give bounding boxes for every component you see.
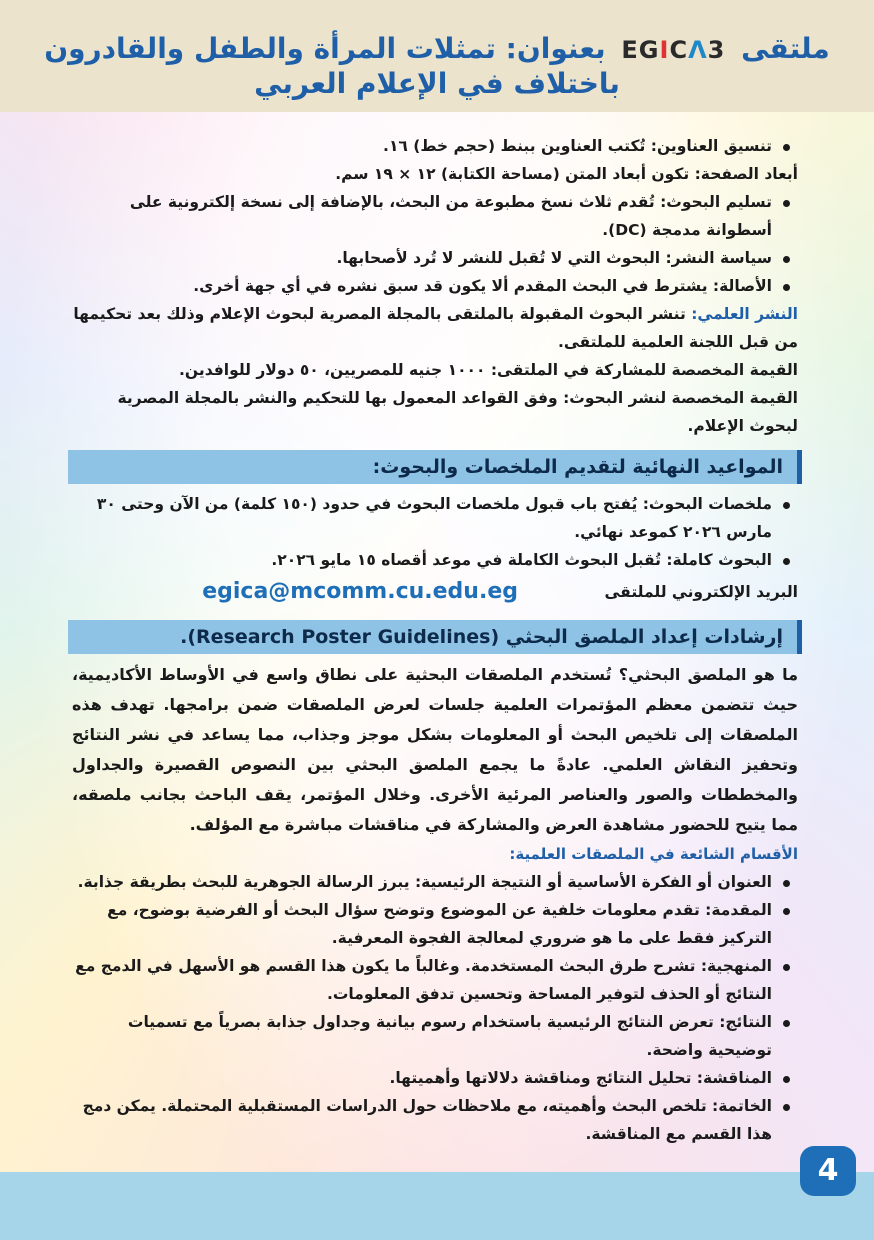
list-item: تسليم البحوث: تُقدم ثلاث نسخ مطبوعة من البحث، بالإضافة إلى نسخة إلكترونية على أسطوانة مدمجة (DC).	[72, 188, 798, 244]
list-item: النتائج: تعرض النتائج الرئيسية باستخدام رسوم بيانية وجداول جذابة بصرياً مع تسميات توضيحية واضحة.	[72, 1008, 798, 1064]
list-item: المناقشة: تحليل النتائج ومناقشة دلالاتها وأهميتها.	[72, 1064, 798, 1092]
list-item: الخاتمة: تلخص البحث وأهميته، مع ملاحظات حول الدراسات المستقبلية المحتملة. يمكن دمج هذا القسم مع المناقشة.	[72, 1092, 798, 1148]
page-footer	[0, 1153, 874, 1240]
sections-heading: الأقسام الشائعة في الملصقات العلمية:	[509, 845, 798, 863]
list-item: المقدمة: تقدم معلومات خلفية عن الموضوع وتوضح سؤال البحث أو الفرضية بوضوح، مع التركيز فقط على ما هو ضروري لمعالجة الفجوة المعرفية.	[72, 896, 798, 952]
page-header	[0, 0, 874, 112]
participation-fee: القيمة المخصصة للمشاركة في الملتقى: ١٠٠٠ جنيه للمصريين، ٥٠ دولار للوافدين.	[179, 361, 798, 379]
egica-logo: EGICΛ3	[621, 36, 726, 64]
list-item: الأصالة: يشترط في البحث المقدم ألا يكون قد سبق نشره في أي جهة أخرى.	[72, 272, 798, 300]
title-prefix: ملتقى	[741, 32, 830, 65]
publication-label: النشر العلمي:	[691, 305, 798, 323]
list-item: سياسة النشر: البحوث التي لا تُقبل للنشر لا تُرد لأصحابها.	[72, 244, 798, 272]
list-item: تنسيق العناوين: تُكتب العناوين ببنط (حجم خط) ١٦.	[72, 132, 798, 160]
list-item: العنوان أو الفكرة الأساسية أو النتيجة الرئيسية: يبرز الرسالة الجوهرية للبحث بطريقة جذابة.	[72, 868, 798, 896]
page-title	[20, 32, 854, 101]
email-link[interactable]: egica@mcomm.cu.edu.eg	[202, 579, 518, 604]
publication-paragraph	[72, 300, 798, 356]
page-number: 4	[800, 1146, 856, 1196]
publication-text: تنشر البحوث المقبولة بالملتقى بالمجلة المصرية لبحوث الإعلام وذلك بعد تحكيمها من قبل اللجنة العلمية للملتقى.	[73, 305, 798, 351]
email-label: البريد الإلكتروني للملتقى	[604, 583, 798, 601]
poster-guidelines-heading: إرشادات إعداد الملصق البحثي (Research Poster Guidelines).	[68, 620, 802, 654]
deadlines-heading: المواعيد النهائية لتقديم الملخصات والبحوث:	[68, 450, 802, 484]
list-item: البحوث كاملة: تُقبل البحوث الكاملة في موعد أقصاه ١٥ مايو ٢٠٢٦.	[72, 546, 798, 574]
list-item: أبعاد الصفحة: تكون أبعاد المتن (مساحة الكتابة) ١٢ × ١٩ سم.	[335, 165, 798, 183]
list-item: المنهجية: تشرح طرق البحث المستخدمة. وغالباً ما يكون هذا القسم هو الأسهل في الدمج مع النتائج أو الحذف لتوفير المساحة وتحسين تدفق المعلومات.	[72, 952, 798, 1008]
list-item: ملخصات البحوث: يُفتح باب قبول ملخصات البحوث في حدود (١٥٠ كلمة) من الآن وحتى ٣٠ مارس ٢٠٢٦ كموعد نهائي.	[72, 490, 798, 546]
title-rest: بعنوان: تمثلات المرأة والطفل والقادرون باختلاف في الإعلام العربي	[44, 32, 620, 100]
email-row	[72, 574, 798, 610]
poster-intro-paragraph: ما هو الملصق البحثي؟ تُستخدم الملصقات البحثية على نطاق واسع في الأوساط الأكاديمية، حيث تتضمن معظم المؤتمرات العلمية جلسات لعرض الملصقات ضمن برامجها. تهدف هذه الملصقات إلى تلخيص البحث أو المعلومات بشكل موجز وجذاب، مما يساعد في نشر النتائج وتحفيز النقاش العلمي. عادةً ما يجمع الملصق البحثي بين النصوص القصيرة والجداول والمخططات والصور والعناصر المرئية الأخرى. وخلال المؤتمر، يقف الباحث بجانب ملصقه، مما يتيح للحضور مشاهدة العرض والمشاركة في مناقشات مباشرة مع المؤلف.	[72, 665, 798, 834]
publication-fee: القيمة المخصصة لنشر البحوث: وفق القواعد المعمول بها للتحكيم والنشر بالمجلة المصرية لبحوث الإعلام.	[117, 389, 798, 435]
main-content	[72, 132, 798, 1148]
